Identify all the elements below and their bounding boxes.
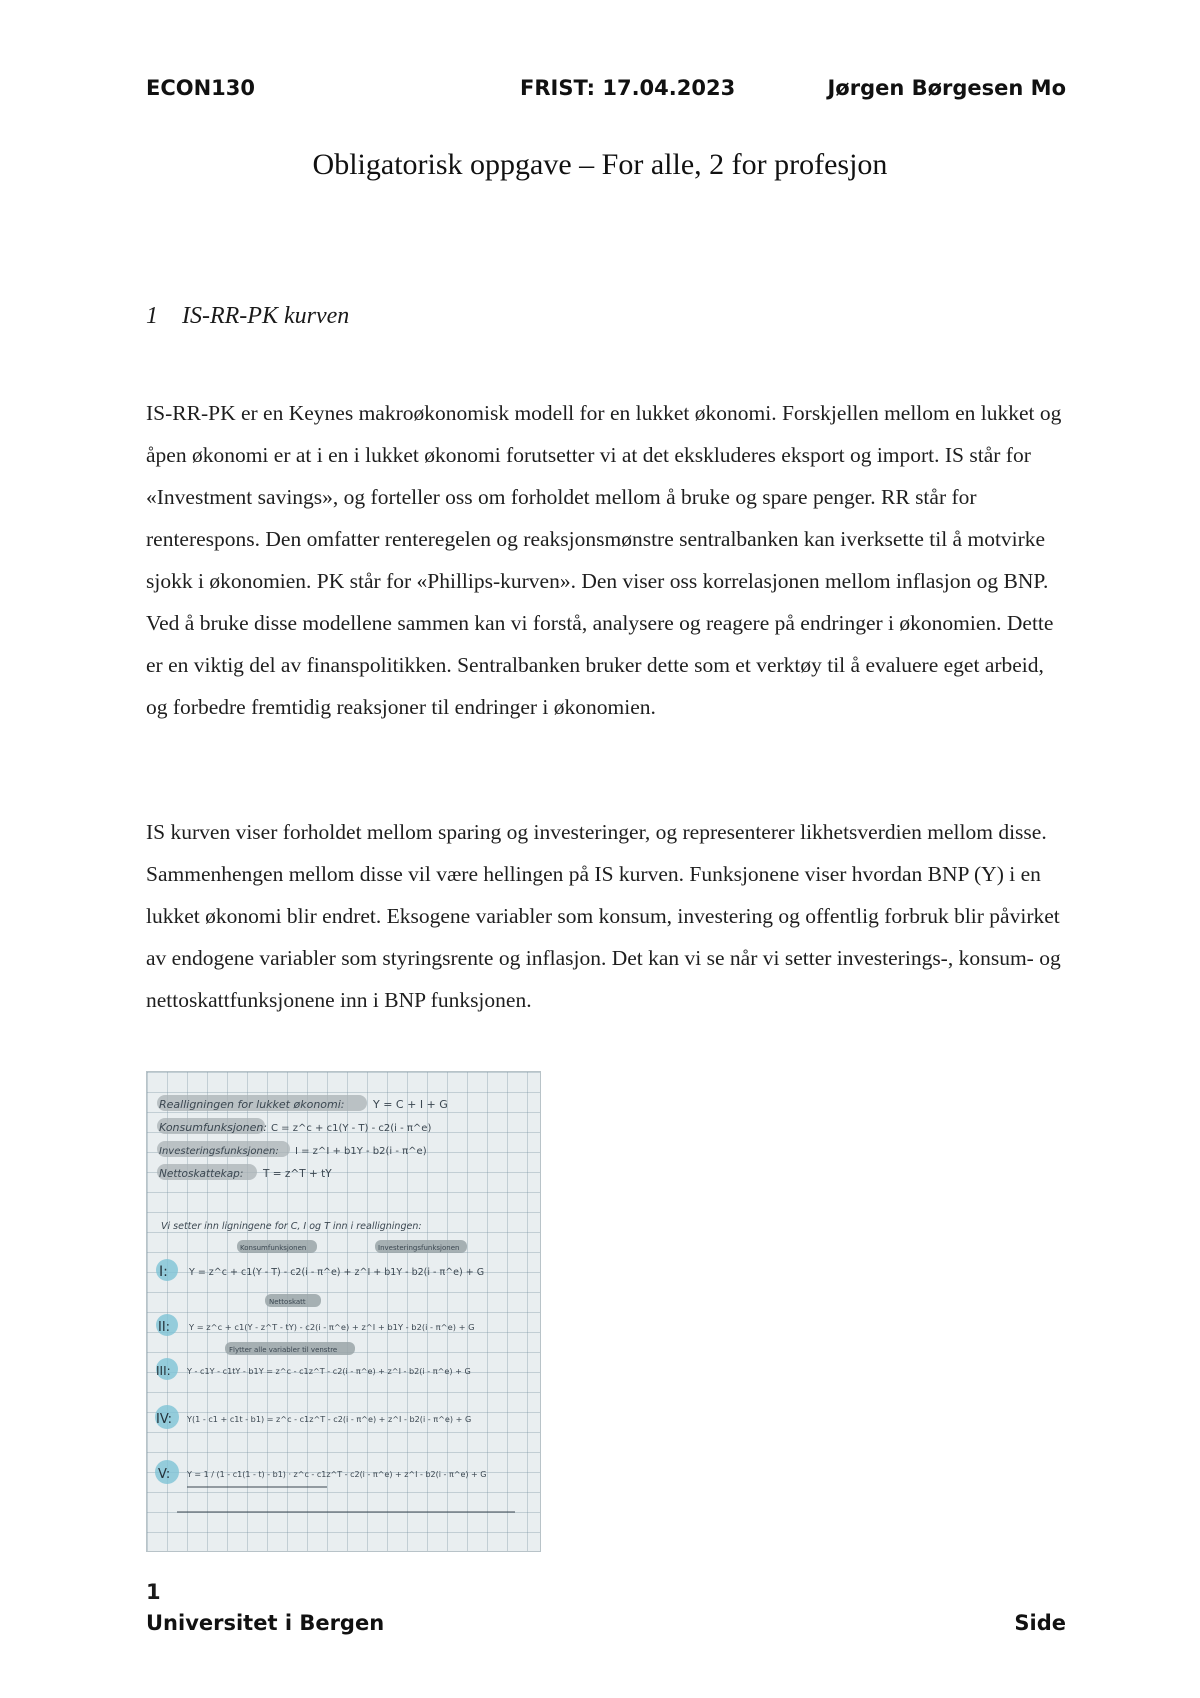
step-label: V: <box>158 1467 171 1482</box>
note-equation: T = z^T + tY <box>263 1168 332 1180</box>
note-equation: C = z^c + c1(Y - T) - c2(i - π^e) <box>271 1123 432 1134</box>
section-heading-text: IS-RR-PK kurven <box>182 303 350 329</box>
step-formula: Y = z^c + c1(Y - z^T - tY) - c2(i - π^e) + z^I + b1Y - b2(i - π^e) + G <box>189 1322 475 1332</box>
paragraph-intro: IS-RR-PK er en Keynes makroøkonomisk modell for en lukket økonomi. Forskjellen mellom en lukket og åpen økonomi er at i en i lukket økonomi forutsetter vi at det ekskluderes eksport og import. IS står for «Investment savings», og forteller oss om forholdet mellom å bruke og spare penger. RR står for renterespons. Den omfatter renteregelen og reaksjonsmønstre sentralbanken kan iverksette til å motvirke sjokk i økonomien. PK står for «Phillips-kurven». Den viser oss korrelasjonen mellom inflasjon og BNP. Ved å bruke disse modellene sammen kan vi forstå, analysere og reagere på endringer i økonomien. Dette er en viktig del av finanspolitikken. Sentralbanken bruker dette som et verktøy til å evaluere eget arbeid, og forbedre fremtidig reaksjoner til endringer i økonomien. <box>146 401 1062 719</box>
document-title: Obligatorisk oppgave – For alle, 2 for profesjon <box>312 148 888 181</box>
step-label: III: <box>156 1364 171 1378</box>
footer-university: Universitet i Bergen <box>146 1611 385 1635</box>
note-annotation: Nettoskatt <box>269 1298 306 1306</box>
step-label: IV: <box>156 1412 173 1427</box>
note-annotation: Flytter alle variabler til venstre <box>229 1346 338 1354</box>
section-heading <box>146 303 349 330</box>
note-equation: Y = C + I + G <box>373 1098 448 1111</box>
section-number: 1 <box>146 303 158 329</box>
footer-page-number: 1 <box>146 1580 161 1604</box>
step-formula: Y - c1Y - c1tY - b1Y = z^c - c1z^T - c2(i - π^e) + z^I - b2(i - π^e) + G <box>187 1366 471 1376</box>
note-annotation: Investeringsfunksjonen <box>378 1244 460 1252</box>
paragraph-is-curve: IS kurven viser forholdet mellom sparing og investeringer, og representerer likhetsverdien mellom disse. Sammenhengen mellom disse vil være hellingen på IS kurven. Funksjonene viser hvordan BNP (Y) i en lukket økonomi blir endret. Eksogene variabler som konsum, investering og offentlig forbruk blir påvirket av endogene variabler som styringsrente og inflasjon. Det kan vi se når vi setter investerings-, konsum- og nettoskattfunksjonene inn i BNP funksjonen. <box>146 820 1061 1012</box>
note-label: Realligningen for lukket økonomi: <box>159 1098 345 1111</box>
step-formula: Y = z^c + c1(Y - T) - c2(i - π^e) + z^I + b1Y - b2(i - π^e) + G <box>189 1267 485 1278</box>
handwritten-notes-image <box>146 1071 541 1552</box>
step-label: II: <box>158 1320 171 1335</box>
header-deadline: FRIST: 17.04.2023 <box>520 76 736 100</box>
header-author: Jørgen Børgesen Mo <box>827 76 1066 100</box>
note-label: Nettoskattekap: <box>159 1168 244 1180</box>
header-course: ECON130 <box>146 76 256 100</box>
note-label: Investeringsfunksjonen: <box>159 1146 279 1157</box>
note-label: Konsumfunksjonen: <box>159 1121 268 1134</box>
step-label: I: <box>159 1264 168 1280</box>
note-annotation: Konsumfunksjonen <box>240 1244 307 1252</box>
note-equation: I = z^I + b1Y - b2(i - π^e) <box>295 1146 427 1157</box>
step-formula: Y = 1 / (1 - c1(1 - t) - b1) · z^c - c1z^T - c2(i - π^e) + z^I - b2(i - π^e) + G <box>187 1470 487 1479</box>
step-formula: Y(1 - c1 + c1t - b1) = z^c - c1z^T - c2(i - π^e) + z^I - b2(i - π^e) + G <box>187 1414 472 1424</box>
footer-side-label: Side <box>1014 1611 1066 1635</box>
note-instruction: Vi setter inn ligningene for C, I og T inn i realligningen: <box>161 1221 422 1232</box>
